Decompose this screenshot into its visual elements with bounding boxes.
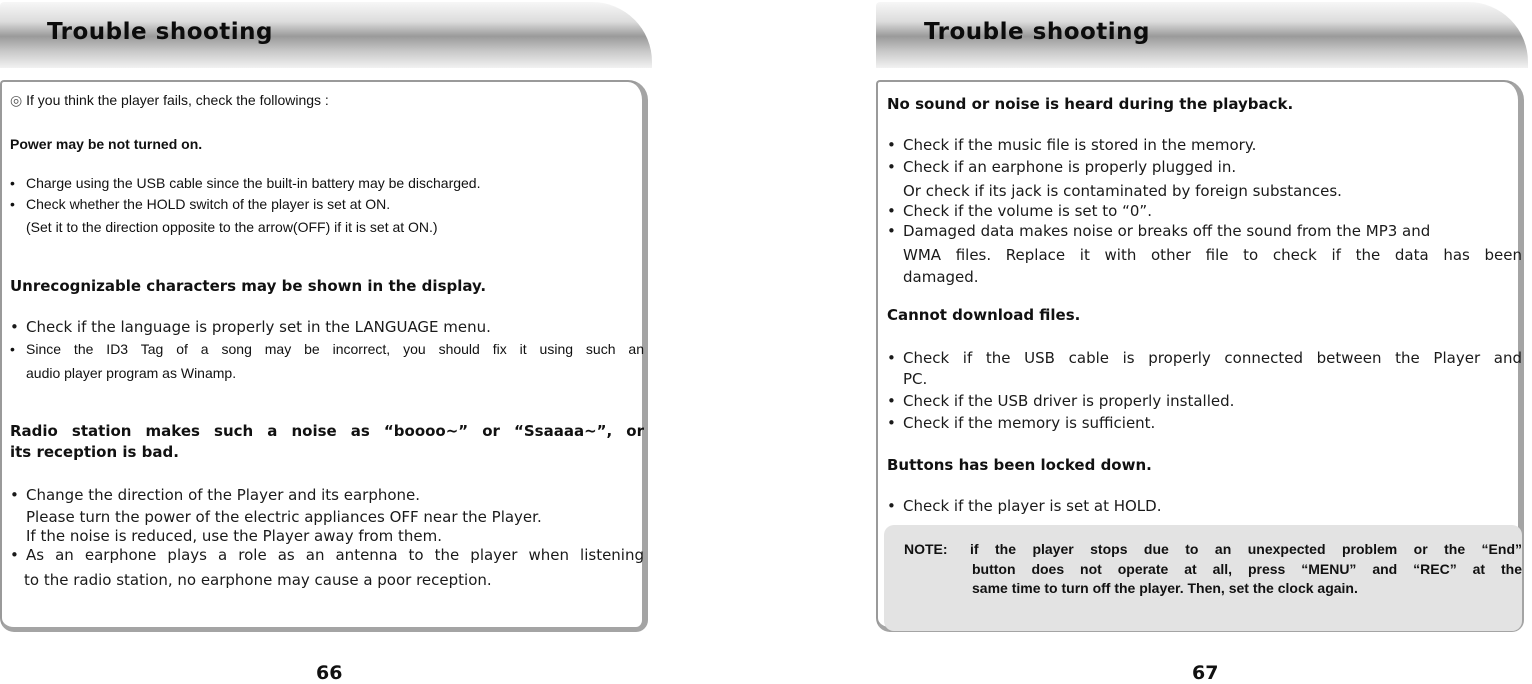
list-item: • As an earphone plays a role as an antenna to the player when listening bbox=[10, 546, 644, 564]
note-line: button does not operate at all, press “MENU” and “REC” at the bbox=[972, 561, 1522, 577]
list-item-continuation: If the noise is reduced, use the Player away from them. bbox=[26, 527, 443, 545]
intro-line bbox=[10, 92, 329, 109]
list-item-continuation: Please turn the power of the electric appliances OFF near the Player. bbox=[26, 508, 542, 526]
list-item: • Check if the USB cable is properly connected between the Player and bbox=[887, 349, 1522, 367]
list-item: • Check if the memory is sufficient. bbox=[887, 414, 1156, 432]
list-item: • Check if an earphone is properly plugged in. bbox=[887, 158, 1237, 176]
section-heading: Unrecognizable characters may be shown in the display. bbox=[10, 277, 487, 295]
list-item-continuation: audio player program as Winamp. bbox=[26, 365, 237, 381]
list-item-continuation: (Set it to the direction opposite to the arrow(OFF) if it is set at ON.) bbox=[26, 219, 438, 235]
note-line: if the player stops due to an unexpected problem or the “End” bbox=[970, 541, 1522, 557]
section-heading: Radio station makes such a noise as “boooo~” or “Ssaaaa~”, or bbox=[10, 422, 644, 440]
page-67 bbox=[876, 0, 1532, 683]
list-item-continuation: WMA files. Replace it with other file to check if the data has been bbox=[903, 246, 1522, 264]
list-item-continuation: Or check if its jack is contaminated by foreign substances. bbox=[903, 182, 1342, 200]
list-item: • Charge using the USB cable since the built-in battery may be discharged. bbox=[10, 175, 481, 191]
page-title: Trouble shooting bbox=[47, 19, 274, 45]
page-66 bbox=[0, 0, 656, 683]
list-item-continuation: PC. bbox=[903, 370, 928, 388]
page-number: 67 bbox=[1192, 662, 1219, 684]
circle-icon: ◎ bbox=[10, 92, 23, 108]
list-item: • Damaged data makes noise or breaks off the sound from the MP3 and bbox=[887, 222, 1431, 240]
list-item: • Change the direction of the Player and its earphone. bbox=[10, 486, 421, 504]
section-heading: Power may be not turned on. bbox=[10, 136, 203, 152]
intro-text: If you think the player fails, check the followings : bbox=[26, 92, 329, 108]
list-item: • Since the ID3 Tag of a song may be incorrect, you should fix it using such an bbox=[10, 341, 644, 357]
section-heading-line2: its reception is bad. bbox=[10, 443, 179, 461]
note-label: NOTE: bbox=[904, 541, 948, 557]
list-item: • Check if the language is properly set in the LANGUAGE menu. bbox=[10, 318, 491, 336]
section-heading: Cannot download files. bbox=[887, 306, 1081, 324]
list-item: • Check if the player is set at HOLD. bbox=[887, 497, 1162, 515]
section-heading: Buttons has been locked down. bbox=[887, 456, 1152, 474]
list-item: • Check if the volume is set to “0”. bbox=[887, 202, 1152, 220]
list-item: • Check whether the HOLD switch of the player is set at ON. bbox=[10, 196, 391, 212]
list-item: • Check if the music file is stored in the memory. bbox=[887, 136, 1257, 154]
list-item-continuation: damaged. bbox=[903, 268, 979, 286]
section-heading: No sound or noise is heard during the playback. bbox=[887, 95, 1294, 113]
list-item-continuation: to the radio station, no earphone may cause a poor reception. bbox=[24, 571, 492, 589]
page-number: 66 bbox=[316, 662, 343, 684]
list-item: • Check if the USB driver is properly installed. bbox=[887, 392, 1235, 410]
page-title: Trouble shooting bbox=[924, 19, 1151, 45]
note-line: same time to turn off the player. Then, set the clock again. bbox=[972, 580, 1358, 596]
